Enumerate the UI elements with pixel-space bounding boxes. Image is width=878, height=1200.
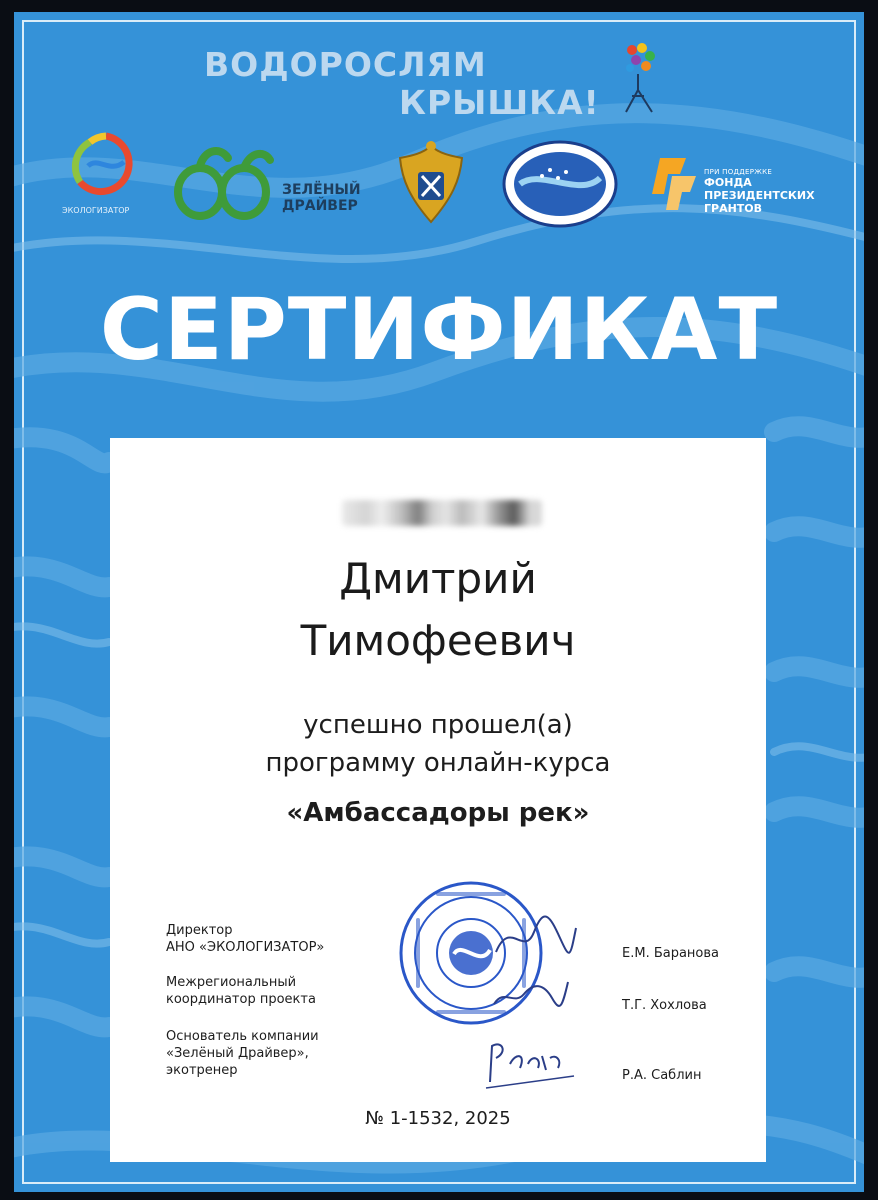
signatory-3-role-line-2: «Зелёный Драйвер», <box>166 1046 309 1061</box>
certificate-panel <box>110 438 766 1162</box>
green-driver-label: ЗЕЛЁНЫЙ ДРАЙВЕР <box>282 182 361 214</box>
certificate-title: СЕРТИФИКАТ <box>99 280 779 380</box>
signature-sablin <box>480 1034 580 1094</box>
signatory-1-role-line-1: Директор <box>166 923 233 938</box>
signatory-2-name: Т.Г. Хохлова <box>622 998 707 1013</box>
signatory-2-role-line-1: Межрегиональный <box>166 975 297 990</box>
redacted-surname <box>342 500 542 526</box>
signatory-1-name: Е.М. Баранова <box>622 946 720 961</box>
fund-line-1: ФОНДА <box>704 176 752 189</box>
certificate-number: № 1-1532, 2025 <box>365 1108 511 1129</box>
ecologizator-label: ЭКОЛОГИЗАТОР <box>62 206 130 215</box>
emblem-logo <box>392 138 470 230</box>
project-heading-line2: КРЫШКА! <box>399 83 600 122</box>
recipient-name <box>110 548 766 672</box>
project-heading <box>204 46 624 122</box>
fund-support-line: ПРИ ПОДДЕРЖКЕ <box>704 168 773 176</box>
ecologizator-logo <box>66 130 146 200</box>
certificate <box>14 12 864 1192</box>
signatory-1-role-line-2: АНО «ЭКОЛОГИЗАТОР» <box>166 940 325 955</box>
green-driver-logo <box>164 136 284 226</box>
signatory-2-role-line-2: координатор проекта <box>166 992 316 1007</box>
signatory-3-role-line-1: Основатель компании <box>166 1029 319 1044</box>
fund-support-text <box>704 168 854 215</box>
completion-text <box>110 706 766 782</box>
completion-line-1: успешно прошел(а) <box>303 710 573 740</box>
signatory-1-role <box>166 922 324 956</box>
institute-globe-logo <box>500 138 620 230</box>
signatory-2-role <box>166 974 316 1008</box>
fund-line-2: ПРЕЗИДЕНТСКИХ <box>704 189 815 202</box>
signatory-3-role-line-3: экотренер <box>166 1063 238 1078</box>
signature-baranova <box>490 908 580 968</box>
signature-khokhlova <box>490 974 570 1014</box>
project-heading-line1: ВОДОРОСЛЯМ <box>204 45 487 84</box>
partner-logos <box>14 130 864 240</box>
fund-line-3: ГРАНТОВ <box>704 202 763 215</box>
course-name: «Амбассадоры рек» <box>286 798 590 828</box>
signatory-3-role <box>166 1028 319 1079</box>
recipient-patronymic: Тимофеевич <box>300 616 576 665</box>
signatory-3-name: Р.А. Саблин <box>622 1068 702 1083</box>
recipient-first-name: Дмитрий <box>339 554 537 603</box>
presidential-grants-logo <box>646 154 702 214</box>
completion-line-2: программу онлайн-курса <box>265 748 611 778</box>
balloons-logo <box>612 38 668 118</box>
